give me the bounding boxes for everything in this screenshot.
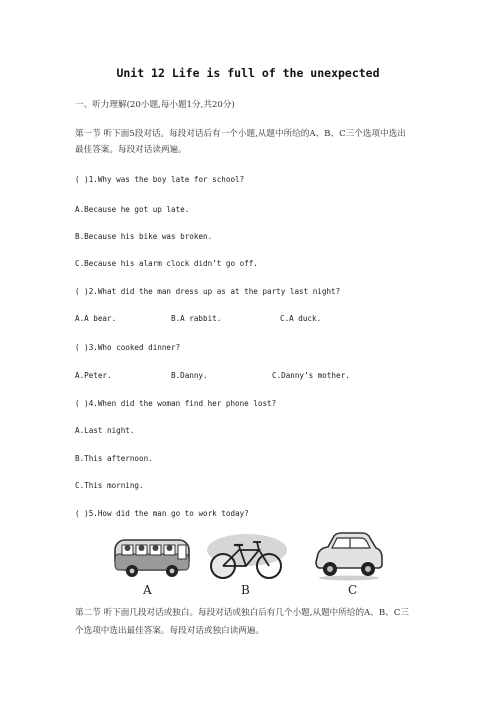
- picture-label-c: C: [348, 583, 358, 597]
- question-4-stem: ( )4.When did the woman find her phone lost?: [75, 399, 277, 408]
- section2-instructions-line2: 个选项中选出最佳答案。每段对话或独白读两遍。: [75, 626, 265, 636]
- question-4-option-a: A.Last night.: [75, 426, 135, 435]
- question-2-option-c: C.A duck.: [280, 314, 322, 323]
- question-3-option-a: A.Peter.: [75, 371, 112, 380]
- question-1-option-a: A.Because he got up late.: [75, 205, 190, 214]
- section2-instructions-line1: 第二节 听下面几段对话或独白。每段对话或独白后有几个小题,从题中所给的A、B、C三: [75, 608, 409, 618]
- question-3-stem: ( )3.Who cooked dinner?: [75, 343, 181, 352]
- picture-label-b: B: [241, 583, 250, 597]
- car-icon: [312, 530, 386, 582]
- page-title: Unit 12 Life is full of the unexpected: [116, 66, 380, 80]
- question-5-stem: ( )5.How did the man go to work today?: [75, 509, 249, 518]
- question-3-option-c: C.Danny’s mother.: [272, 371, 350, 380]
- question-2-option-a: A.A bear.: [75, 314, 117, 323]
- question-4-option-b: B.This afternoon.: [75, 454, 153, 463]
- question-1-option-c: C.Because his alarm clock didn’t go off.: [75, 259, 258, 268]
- section1-instructions-line2: 最佳答案。每段对话读两遍。: [75, 145, 187, 155]
- bus-icon: [112, 532, 192, 580]
- part1-heading: 一、听力理解(20小题,每小题1分,共20分): [75, 100, 235, 110]
- question-3-option-b: B.Danny.: [171, 371, 208, 380]
- section1-instructions-line1: 第一节 听下面5段对话。每段对话后有一个小题,从题中所给的A、B、C三个选项中选出: [75, 129, 406, 139]
- question-2-option-b: B.A rabbit.: [171, 314, 222, 323]
- picture-label-a: A: [143, 583, 152, 597]
- question-1-option-b: B.Because his bike was broken.: [75, 232, 213, 241]
- question-2-stem: ( )2.What did the man dress up as at the party last night?: [75, 287, 341, 296]
- question-4-option-c: C.This morning.: [75, 481, 144, 490]
- question-1-stem: ( )1.Why was the boy late for school?: [75, 175, 245, 184]
- bicycle-icon: [203, 532, 289, 582]
